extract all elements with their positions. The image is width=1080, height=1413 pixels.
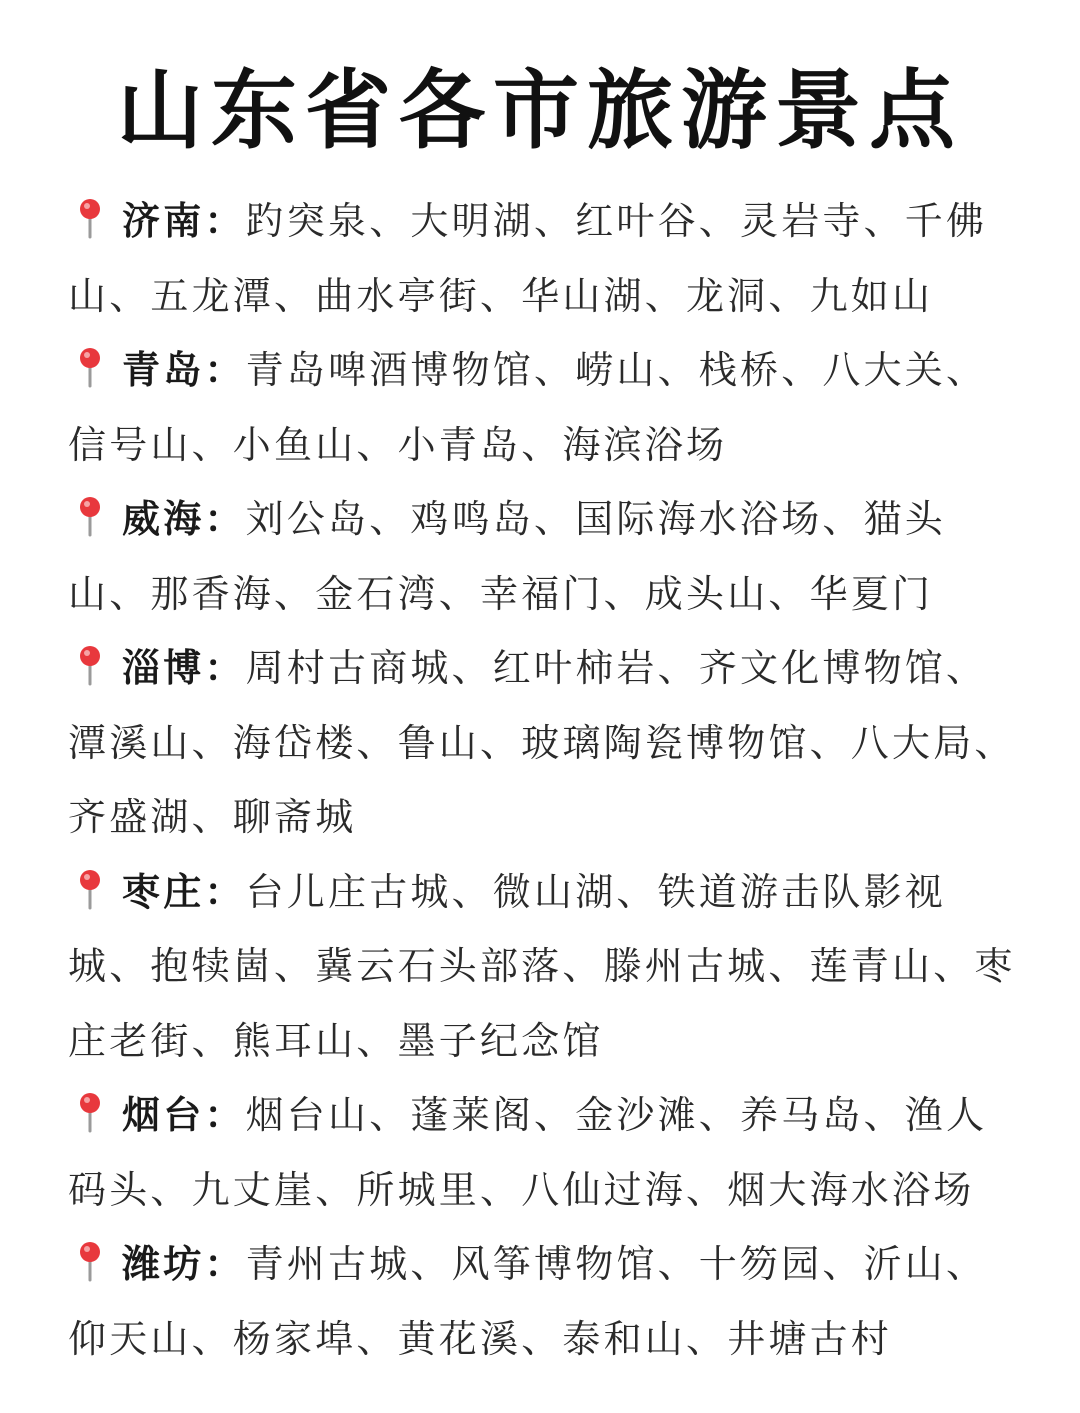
city-name: 淄博 [122,646,205,690]
city-colon: ： [204,1093,246,1137]
spot-list: 烟台山、蓬莱阁、金沙滩、养马岛、渔人码头、九丈崖、所城里、八仙过海、烟大海水浴场 [68,1093,988,1212]
round-pushpin-icon [68,1239,112,1283]
list-item-jinan [68,184,1018,333]
spot-list: 青州古城、风筝博物馆、十笏园、沂山、仰天山、杨家埠、黄花溪、泰和山、井塘古村 [68,1242,988,1361]
page-title: 山东省各市旅游景点 [117,61,963,161]
round-pushpin-icon [68,867,112,911]
city-name: 威海 [122,497,205,541]
city-name: 青岛 [122,348,205,392]
list-item-zaozhuang [68,855,1018,1079]
city-colon: ： [204,869,246,914]
spot-list: 趵突泉、大明湖、红叶谷、灵岩寺、千佛山、五龙潭、曲水亭街、华山湖、龙洞、九如山 [68,199,988,318]
spot-list: 台儿庄古城、微山湖、铁道游击队影视城、抱犊崮、冀云石头部落、滕州古城、莲青山、枣庄老街、熊耳山、墨子纪念馆 [68,869,1016,1063]
round-pushpin-icon [68,196,112,240]
attraction-list [68,184,1018,1376]
city-name: 济南 [122,199,205,243]
spot-list: 刘公岛、鸡鸣岛、国际海水浴场、猫头山、那香海、金石湾、幸福门、成头山、华夏门 [68,497,947,616]
city-colon: ： [204,646,246,690]
list-item-qingdao [68,333,1018,482]
round-pushpin-icon [68,345,112,389]
spot-list: 青岛啤酒博物馆、崂山、栈桥、八大关、信号山、小鱼山、小青岛、海滨浴场 [68,348,988,467]
city-colon: ： [204,497,246,541]
city-name: 潍坊 [122,1242,205,1286]
round-pushpin-icon [68,494,112,538]
city-name: 烟台 [122,1093,205,1137]
city-colon: ： [204,348,246,392]
list-item-zibo [68,631,1018,855]
city-colon: ： [204,1242,246,1286]
round-pushpin-icon [68,1090,112,1134]
round-pushpin-icon [68,643,112,687]
city-colon: ： [204,199,246,243]
list-item-yantai [68,1078,1018,1227]
list-item-weifang [68,1227,1018,1376]
spot-list: 周村古商城、红叶柿岩、齐文化博物馆、潭溪山、海岱楼、鲁山、玻璃陶瓷博物馆、八大局、齐盛湖、聊斋城 [68,646,1016,839]
city-name: 枣庄 [122,869,205,914]
list-item-weihai [68,482,1018,631]
